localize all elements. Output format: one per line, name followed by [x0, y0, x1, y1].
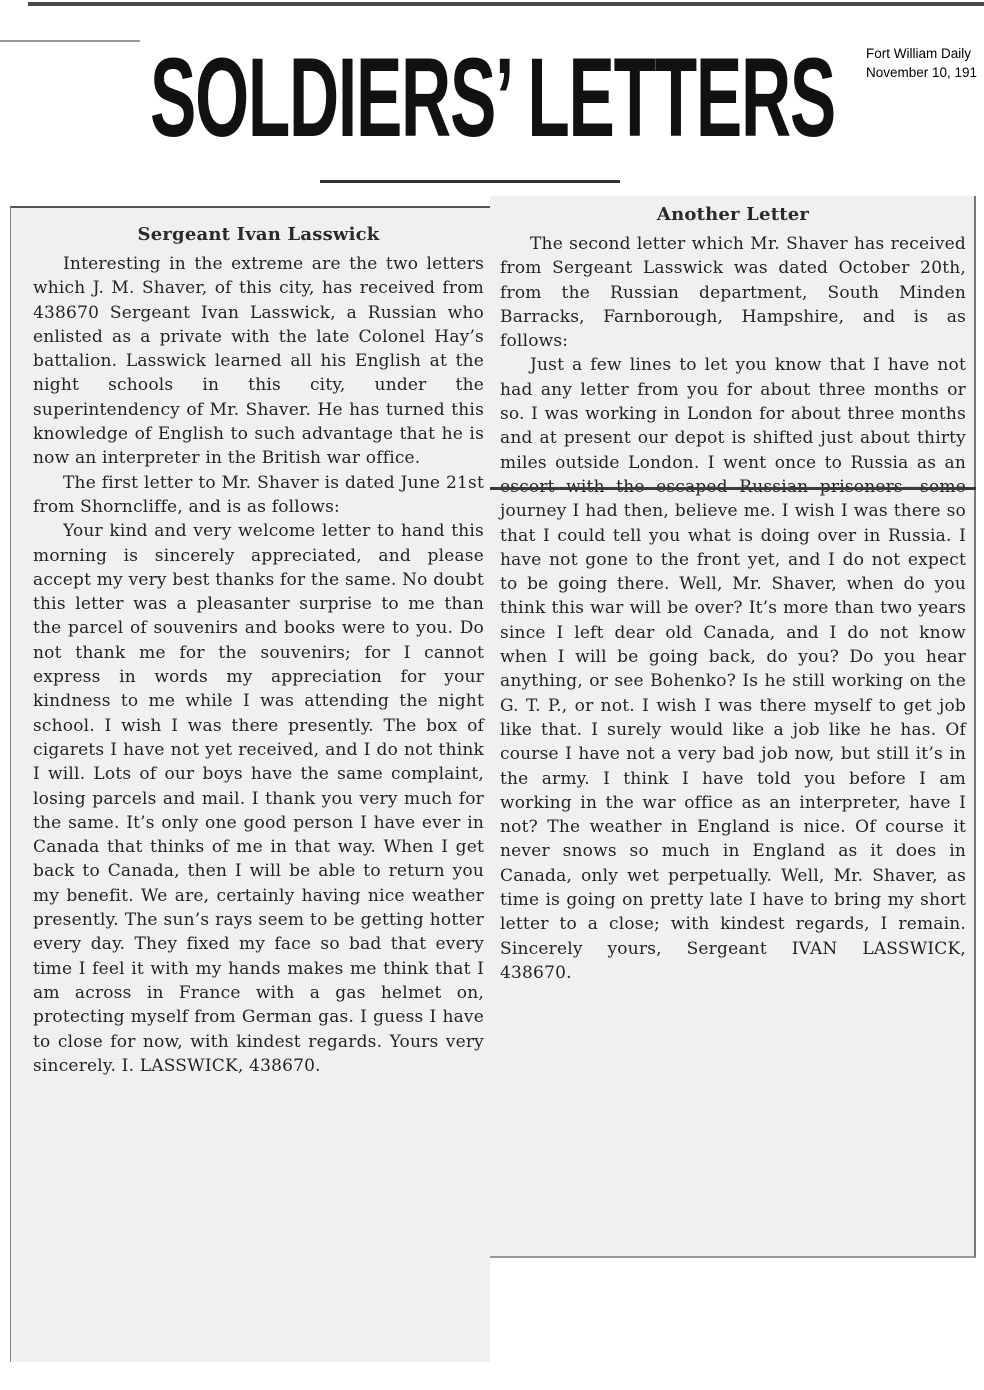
- top-rule: [28, 2, 984, 6]
- caption-publication: Fort William Daily: [866, 46, 972, 61]
- right-subhead: Another Letter: [656, 204, 810, 225]
- left-paragraph-3: Your kind and very welcome letter to hand this morning is sincerely appreciated, and please accept my very best thanks for the same. No doubt this letter was a pleasanter surprise to me than the parcel of souvenirs and books were to you. Do not thank me for the souvenirs; for I cannot express in words my appreciation for your kindness to me while I was attending the night school. I wish I was there presently. The box of cigarets I have not yet received, and I do not think I will. Lots of our boys have the same complaint, losing parcels and mail. I thank you very much for the same. It’s only one good person I have ever in Canada that thinks of me in that way. When I get back to Canada, then I will be able to return you my benefit. We are, certainly having nice weather presently. The sun’s rays seem to be getting hotter every day. They fixed my face so bad that every time I feel it with my hands makes me think that I am across in France with a gas helmet on, protecting myself from German gas. I guess I have to close for now, with kindest regards. Yours very sincerely. I. LASSWICK, 438670.: [33, 521, 484, 1076]
- caption-date: November 10, 191: [866, 65, 978, 80]
- left-paragraph-2: The first letter to Mr. Shaver is dated June 21st from Shorncliffe, and is as follows:: [33, 472, 484, 517]
- right-paragraph-1: The second letter which Mr. Shaver has received from Sergeant Lasswick was dated October 20th, from the Russian department, South Minden Barracks, Farnborough, Hampshire, and is as follows:: [500, 234, 966, 352]
- right-column: [490, 196, 976, 1258]
- headline: SOLDIERS’ LETTERS: [150, 35, 835, 160]
- left-paragraph-1: Interesting in the extreme are the two letters which J. M. Shaver, of this city, has received from 438670 Sergeant Ivan Lasswick, a Russian who enlisted as a private with the late Colonel Hay’s battalion. Lasswick learned all his English at the night schools in this city, under the superintendency of Mr. Shaver. He has turned this knowledge of English to such advantage that he is now an interpreter in the British war office.: [33, 254, 484, 469]
- top-rule-fragment: [0, 40, 140, 42]
- left-column: [10, 206, 490, 1362]
- right-paragraph-2: Just a few lines to let you know that I have not had any letter from you for about three months or so. I was working in London for about three months and at present our depot is shifted just about thirty miles outside London. I went once to Russia as an journey I had then, believe me. I wish I was there so that I could tell you what is doing over in Russia. I have not gone to the front yet, and I do not expect to be going there. Well, Mr. Shaver, when do you think this war will be over? It’s more than two years since I left dear old Canada, and I do not know when I will be going back, do you? Do you hear anything, or see Bohenko? Is he still working on the G. T. P., or not. I wish I was there myself to get job like that. I surely would like a job like he has. Of course I have not a very bad job now, but still it’s in the army. I think I have told you before I am working in the war office as an interpreter, have I not? The weather in England is nice. Of course it never snows so much in England as it does in Canada, only wet perpetually. Well, Mr. Shaver, as time is going on pretty late I have to bring my short letter to a close; with kindest regards, I remain. Sincerely yours, Sergeant IVAN LASSWICK, 438670.: [500, 355, 966, 983]
- column-fold-line: [490, 487, 976, 490]
- source-caption: [866, 44, 984, 82]
- left-subhead: Sergeant Ivan Lasswick: [137, 224, 380, 245]
- headline-rule: [320, 180, 620, 183]
